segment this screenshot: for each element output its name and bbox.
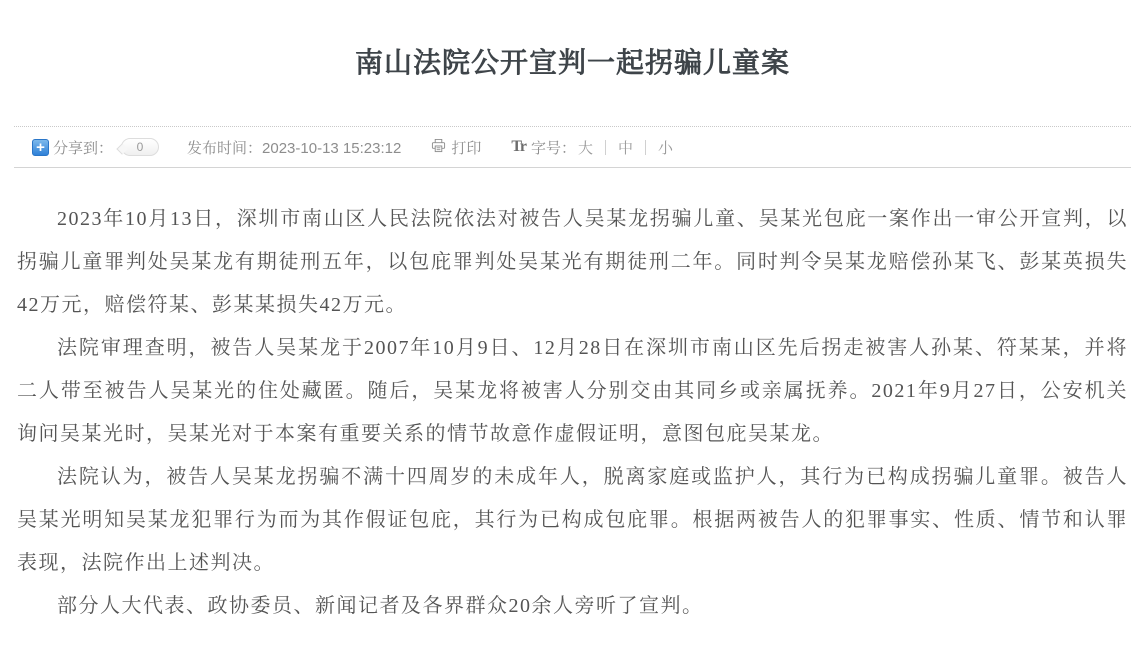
article-body xyxy=(14,168,1131,628)
share-count-badge[interactable]: 0 xyxy=(121,138,159,156)
publish-time xyxy=(187,137,401,158)
share-group xyxy=(32,137,159,158)
font-size-separator: ｜ xyxy=(638,139,654,157)
article-paragraph: 2023年10月13日，深圳市南山区人民法院依法对被告人吴某龙拐骗儿童、吴某光包庇一案作出一审公开宣判，以拐骗儿童罪判处吴某龙有期徒刑五年，以包庇罪判处吴某光有期徒刑二年。同时判令吴某龙赔偿孙某飞、彭某英损失42万元，赔偿符某、彭某某损失42万元。 xyxy=(17,208,1128,316)
print-label: 打印 xyxy=(451,139,482,157)
publish-time-value: 2023-10-13 15:23:12 xyxy=(262,139,402,157)
font-size-separator: ｜ xyxy=(597,139,613,157)
article-toolbar xyxy=(14,126,1131,168)
article-paragraph: 法院认为，被告人吴某龙拐骗不满十四周岁的未成年人，脱离家庭或监护人，其行为已构成拐骗儿童罪。被告人吴某光明知吴某龙犯罪行为而为其作假证包庇，其行为已构成包庇罪。根据两被告人的犯罪事实、性质、情节和认罪表现，法院作出上述判决。 xyxy=(17,466,1128,574)
printer-icon xyxy=(431,138,446,157)
print-button[interactable] xyxy=(431,137,481,158)
font-size-control xyxy=(511,137,675,158)
font-size-medium[interactable]: 中 xyxy=(617,139,633,157)
share-label: 分享到： xyxy=(53,139,114,157)
page-title: 南山法院公开宣判一起拐骗儿童案 xyxy=(354,47,790,78)
font-size-tr-icon: Tr xyxy=(511,138,526,155)
article-paragraph: 法院审理查明，被告人吴某龙于2007年10月9日、12月28日在深圳市南山区先后拐走被害人孙某、符某某，并将二人带至被告人吴某光的住处藏匿。随后，吴某龙将被害人分别交由其同乡或亲属抚养。2021年9月27日，公安机关询问吴某光时，吴某光对于本案有重要关系的情节故意作虚假证明，意图包庇吴某龙。 xyxy=(17,337,1128,445)
font-size-small[interactable]: 小 xyxy=(658,139,674,157)
font-size-label: 字号： xyxy=(530,139,576,157)
article-paragraph: 部分人大代表、政协委员、新闻记者及各界群众20余人旁听了宣判。 xyxy=(57,595,704,617)
font-size-large[interactable]: 大 xyxy=(577,139,593,157)
publish-time-label: 发布时间： xyxy=(187,139,263,157)
share-plus-icon[interactable]: + xyxy=(32,139,49,156)
